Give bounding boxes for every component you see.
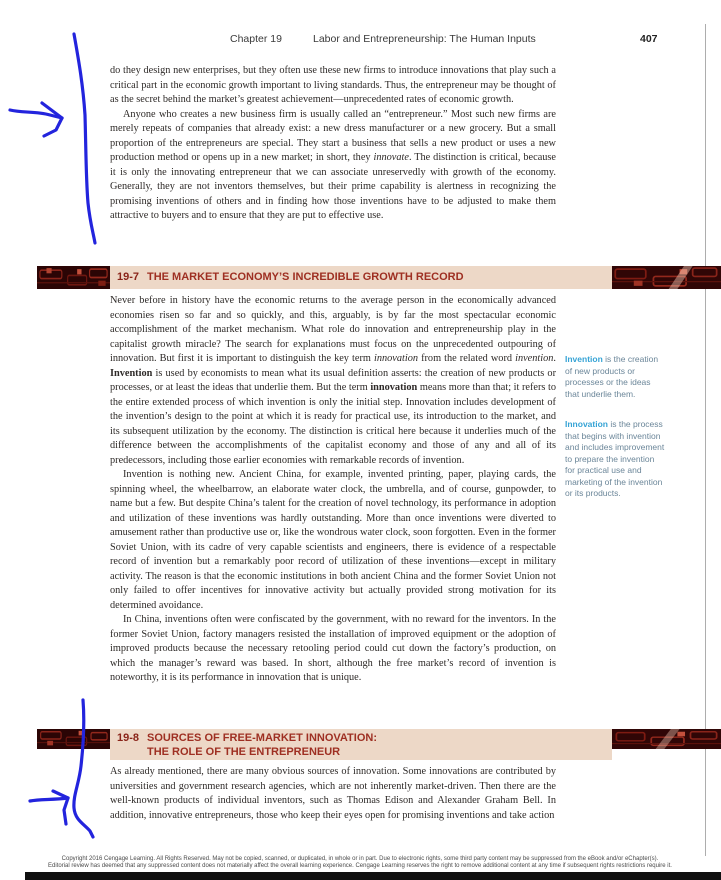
pen-vertical-line-top — [74, 34, 95, 243]
section-number: 19-8 — [117, 732, 140, 744]
paragraph: Anyone who creates a new business firm is usually called an “entrepreneur.” Most such new firms are merely repeats of companies that already exist: a new dress manufacturer or a new grocery. But a small proportion of the entrepreneurs are special. They start a business that sells a new product or uses a new production method or opens up in a new market; in short, they innovate. The distinction is critical, because it is only the innovating entrepreneur that we can associate unreservedly with growth of the economy. Generally, they are not inventors themselves, but their prime capability is alertness in recognizing the promising inventions of others and in finding how those inventions have to be adjusted to make them attractive to buyers and to ensure that they are put to effective use. — [110, 108, 556, 221]
definition-term: Innovation — [565, 419, 608, 429]
paragraph: As already mentioned, there are many obvious sources of innovation. Some innovations are contributed by universities and government research agencies, which are not inherently market-driven. Then there are the well-known products of individual inventors, such as Thomas Edison and Alexander Graham Bell. In addition, innovative entrepreneurs, those who keep their eyes open for promising inventions and take action — [110, 766, 556, 821]
paragraph: Never before in history have the economic returns to the average person in the economically advanced economies risen so far and so quickly, and this, arguably, is by far the most spectacular economic accomplishment of the market mechanism. What role do innovation and entrepreneurship play in the capitalist growth miracle? The search for explanations must focus on the unprecedented outpouring of innovation. But first it is important to distinguish the key term innovation from the related word invention. Invention is used by economists to mean what its usual definition asserts: the creation of new products or processes, or at least the ideas that underlie them. But the term innovation means more than that; it refers to the entire extended process of which invention is only the initial step. Innovation includes development of the invention’s design to the point at which it is ready for practical use, its introduction to the market, and its subsequent utilization by the economy. The distinction is critical here because it underlies much of the difference between the accomplishments of the capitalist economy and those of any and all of its predecessors, including those earlier economies with remarkable records of invention. — [110, 295, 556, 466]
section-title-line2: THE ROLE OF THE ENTREPRENEUR — [147, 746, 341, 758]
definition-term: Invention — [565, 354, 603, 364]
section-19-7-band — [0, 266, 721, 289]
circuit-decoration-icon — [612, 266, 721, 289]
section-heading-19-8 — [110, 729, 612, 760]
pen-vertical-line-bottom — [74, 700, 93, 837]
paragraph: do they design new enterprises, but they often use these new firms to introduce innovations that play such a critical part in the economic growth important to living standards. Thus, the entrepreneur may be thought of as the secret behind the market’s greatest achievement—unprecedented rates of economic growth. — [110, 65, 556, 105]
section-title: THE MARKET ECONOMY’S INCREDIBLE GROWTH RECORD — [147, 271, 464, 283]
copyright-footer — [40, 856, 680, 870]
section-19-8-text-column — [110, 765, 556, 840]
intro-text-column — [110, 64, 556, 260]
section-title-line1: SOURCES OF FREE-MARKET INNOVATION: — [147, 732, 377, 744]
copyright-line: Editorial review has deemed that any suppressed content does not materially affect the overall learning experience. Cengage Learning reserves the right to remove additional content at any time if subsequent rights restrictions require it. — [48, 863, 672, 869]
circuit-decoration-icon — [37, 729, 110, 749]
margin-note-invention — [565, 354, 665, 400]
section-19-8-band — [0, 729, 721, 760]
margin-note-innovation — [565, 419, 665, 500]
pen-arrow-top — [10, 110, 62, 118]
circuit-decoration-icon — [37, 266, 110, 289]
section-19-7-text-column — [110, 294, 556, 727]
paragraph: In China, inventions often were confiscated by the government, with no reward for the inventors. In the former Soviet Union, factory managers resisted the installation of improved equipment or the adoption of improved products because the necessary retooling period could cut down the factory’s production, on which the manager’s reward was based. In short, although the free market’s record of invention is noteworthy, it is its performance in innovation that is unique. — [110, 614, 556, 683]
section-number: 19-7 — [117, 271, 140, 283]
page-header — [0, 33, 721, 49]
paragraph: Invention is nothing new. Ancient China, for example, invented printing, paper, playing cards, the spinning wheel, the wheelbarrow, an elaborate water clock, the umbrella, and of course, gunpowder, to name but a few. But despite China’s talent for the creation of novel technology, its performance in adoption and utilization of these inventions was hardly outstanding. More than once inventions were diverted to amusement rather than productive use or, like the wondrous water clock, soon forgotten. Even in the former Soviet Union, with its cadre of very capable scientists and engineers, there is evidence of a respectable record of invention but a remarkably poor record of utilization of these inventions—except in military activity. The reason is that the economic institutions in both ancient China and the former Soviet Union not only failed to offer incentives for innovative activity but actually provided strong motivation for its determined avoidance. — [110, 469, 556, 611]
running-title: Labor and Entrepreneurship: The Human Inputs — [313, 33, 536, 45]
page-number: 407 — [640, 33, 658, 45]
definition-text: is the creation of new products or processes or the ideas that underlie them. — [565, 354, 659, 399]
definition-text: is the process that begins with invention and includes improvement to prepare the invention for practical use and marketing of the invention or its products. — [565, 419, 665, 498]
copyright-line: Copyright 2016 Cengage Learning. All Rights Reserved. May not be copied, scanned, or duplicated, in whole or in part. Due to electronic rights, some third party content may be suppressed from the eBook and/or eChapter(s). — [61, 856, 659, 862]
pen-arrow-bottom — [30, 798, 68, 801]
section-heading-19-7 — [110, 266, 612, 289]
bottom-black-bar — [25, 872, 721, 880]
circuit-decoration-icon — [612, 729, 721, 749]
chapter-label: Chapter 19 — [230, 33, 282, 45]
